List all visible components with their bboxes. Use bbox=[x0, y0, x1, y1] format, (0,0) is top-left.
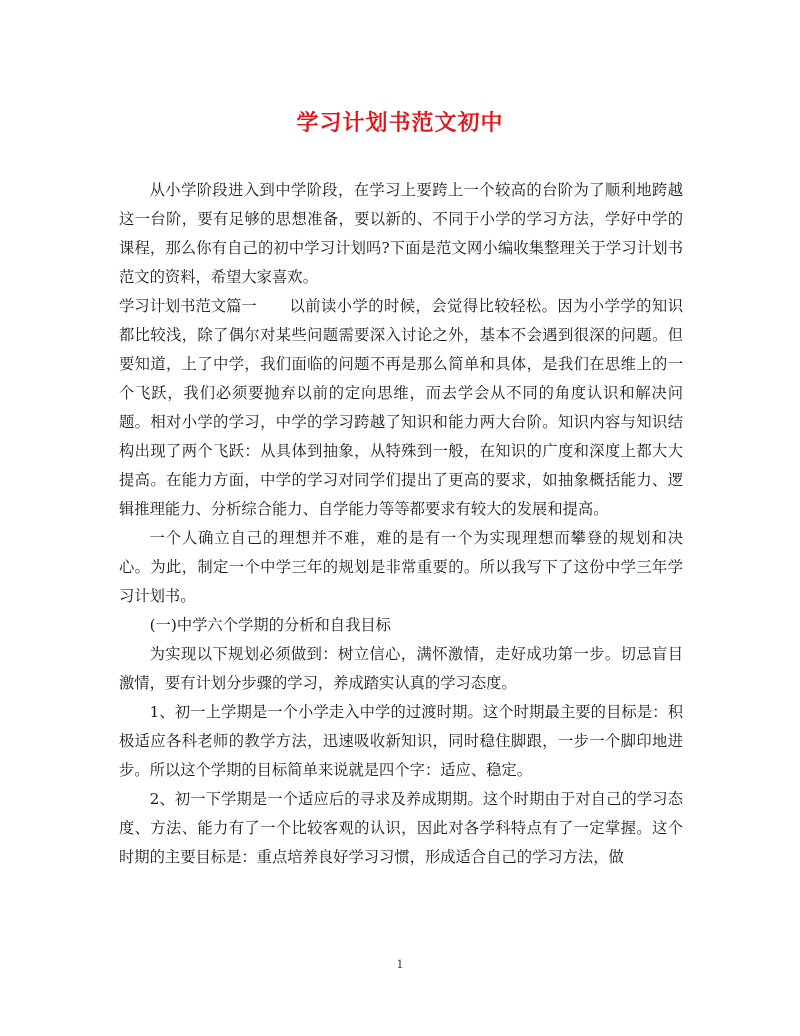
section-label: 学习计划书范文篇一 bbox=[119, 297, 257, 315]
goal-paragraph: 一个人确立自己的理想并不难，难的是有一个为实现理想而攀登的规划和决心。为此，制定一个中学三年的规划是非常重要的。所以我写下了这份中学三年学习计划书。 bbox=[119, 529, 683, 605]
list-item: 1、初一上学期是一个小学走入中学的过渡时期。这个时期最主要的目标是：积极适应各科老师的教学方法，迅速吸收新知识，同时稳住脚跟，一步一个脚印地进步。所以这个学期的目标简单来说就是四个字：适应、稳定。 bbox=[119, 703, 683, 779]
document-body bbox=[119, 176, 683, 872]
page-number: 1 bbox=[396, 958, 404, 971]
section-paragraph bbox=[119, 292, 683, 524]
subheading: (一)中学六个学期的分析和自我目标 bbox=[149, 616, 391, 634]
intro-paragraph: 从小学阶段进入到中学阶段，在学习上要跨上一个较高的台阶为了顺利地跨越这一台阶，要有足够的思想准备，要以新的、不同于小学的学习方法，学好中学的课程，那么你有自己的初中学习计划吗?下面是范文网小编收集整理关于学习计划书范文的资料，希望大家喜欢。 bbox=[119, 181, 683, 286]
document-title: 学习计划书范文初中 bbox=[296, 110, 504, 136]
section-body: 以前读小学的时候，会觉得比较轻松。因为小学学的知识都比较浅，除了偶尔对某些问题需要深入讨论之外，基本不会遇到很深的问题。但要知道，上了中学，我们面临的问题不再是那么简单和具体，是我们在思维上的一个飞跃，我们必须要抛弃以前的定向思维，而去学会从不同的角度认识和解决问题。相对小学的学习，中学的学习跨越了知识和能力两大台阶。知识内容与知识结构出现了两个飞跃：从具体到抽象，从特殊到一般，在知识的广度和深度上都大大提高。在能力方面，中学的学习对同学们提出了更高的要求，如抽象概括能力、逻辑推理能力、分析综合能力、自学能力等等都要求有较大的发展和提高。 bbox=[119, 297, 683, 518]
prerequisite-paragraph: 为实现以下规划必须做到：树立信心，满怀激情，走好成功第一步。切忌盲目激情，要有计划分步骤的学习，养成踏实认真的学习态度。 bbox=[119, 645, 683, 692]
list-item: 2、初一下学期是一个适应后的寻求及养成期期。这个时期由于对自己的学习态度、方法、能力有了一个比较客观的认识，因此对各学科特点有了一定掌握。这个时期的主要目标是：重点培养良好学习习惯，形成适合自己的学习方法，做 bbox=[119, 790, 683, 866]
